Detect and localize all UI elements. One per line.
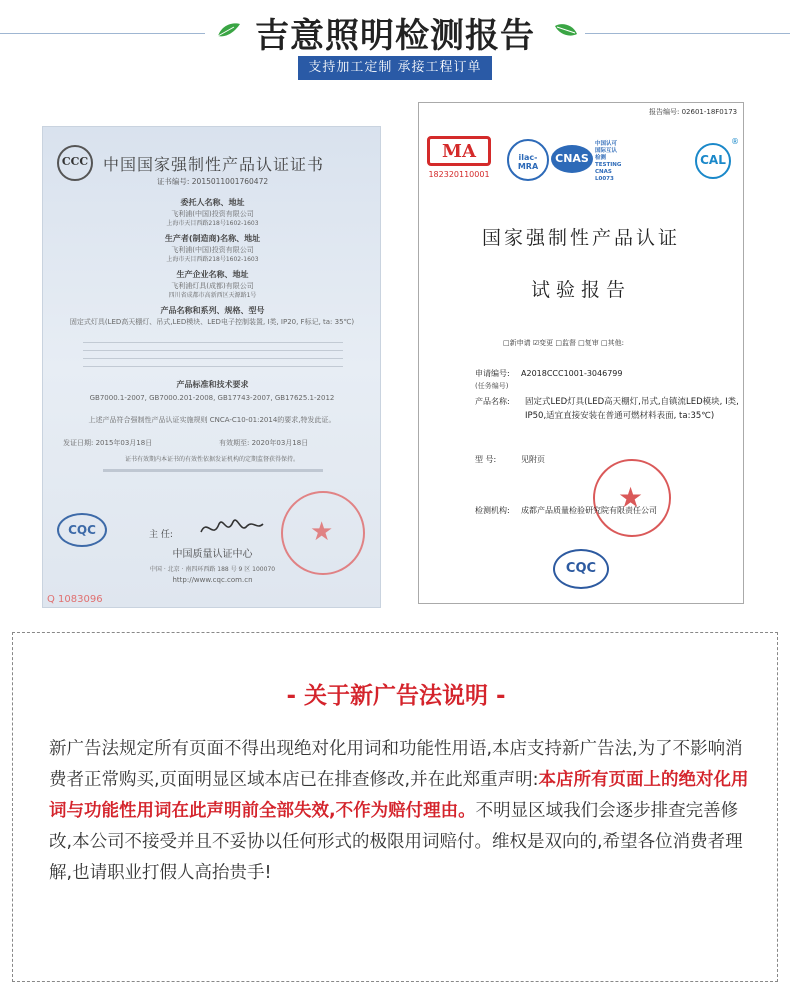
rule-text: 上述产品符合强制性产品认证实施规则 CNCA-C10-01:2014的要求,特发此证。 [88,416,336,424]
ccc-certificate [42,126,381,608]
product-text: 固定式灯具(LED高天棚灯、吊式,LED模块、LED电子控制装置, I类, IP20, F标记, ta: 35℃) [69,318,355,326]
factory-name: 飞利浦灯具(成都)有限公司 [171,282,254,290]
signer-label: 主 任: [149,530,173,540]
certification-seal-icon: ★ [281,491,365,575]
standard-label: 产品标准和技术要求 [176,380,249,389]
notice-text-after: 不明显区域我们会逐步排查完善修改,本公司不接受并且不妥协以任何形式的极限用词赔付。维权是双向的,希望各位消费者理解,也请职业打假人高抬贵手! [49,801,743,883]
cal-logo-icon: CAL ® [695,143,731,179]
report-title: 国家强制性产品认证 [481,227,680,249]
center-name: 中国质量认证中心 [172,549,253,560]
producer-name: 飞利浦(中国)投资有限公司 [171,246,254,254]
product-name-label: 产品名称: [475,397,510,406]
cma-logo-icon: MA 182320110001 [427,136,491,184]
report-number: 报告编号: 02601-18F0173 [649,108,738,116]
product-label: 产品名称和系列、规格、型号 [160,306,265,315]
issue-date: 发证日期: 2015年03月18日 [63,439,153,447]
header [0,0,790,100]
cma-number: 182320110001 [428,170,490,179]
product-name-value: 固定式LED灯具(LED高天棚灯,吊式,自镇流LED模块, I类, IP50,适宜直接安装在普通可燃材料表面, ta:35℃) [525,397,739,421]
producer-address: 上海市天目西路218号1602-1603 [166,256,259,263]
entrusting-label: 委托人名称、地址 [180,198,245,207]
model-row: 型 号: 见附页 [475,455,545,464]
certificate-id: Q 1083096 [47,594,103,605]
report-subtitle: 试验报告 [530,279,631,301]
page-title: 吉意照明检测报告 [255,16,535,56]
website-link: http://www.cqc.com.cn [172,576,253,584]
cert-number: 证书编号: 2015011001760472 [156,177,269,186]
signature-icon [197,512,267,542]
producer-label: 生产者(制造商)名称、地址 [164,234,261,243]
entrusting-address: 上海市天目西路218号1602-1603 [166,220,259,227]
leaf-icon [553,20,579,40]
notice-title: - 关于新广告法说明 - [286,683,506,709]
task-label: (任务编号) [475,382,509,390]
cnas-logo-icon: CNAS 中国认可 国际互认 检测 TESTING CNAS L0073 [551,139,621,179]
notice-text-before: 新广告法规定所有页面不得出现绝对化用词和功能性用语,本店支持新广告法,为了不影响消费者正常购买,页面明显区域本店已在排查修改,并在此郑重声明: [49,739,743,790]
ccc-logo-icon: CCC [57,145,93,181]
header-line-left [0,33,205,34]
product-model-lines [83,339,343,373]
ad-law-notice [12,632,778,982]
entrusting-name: 飞利浦(中国)投资有限公司 [171,210,254,218]
application-row: 申请编号: A2018CCC1001-3046799 [475,369,623,378]
certificate-title: 中国国家强制性产品认证证书 [103,155,325,174]
factory-address: 四川省成都市高新西区天源路1号 [168,292,257,299]
center-address: 中国 · 北京 · 南四环西路 188 号 9 区 100070 [149,566,276,573]
test-report [418,102,744,604]
cqc-logo-icon: CQC [57,513,107,547]
lab-seal-icon: ★ [593,459,671,537]
subtitle-banner: 支持加工定制 承接工程订单 [298,56,492,80]
notice-body [49,734,749,889]
standard-text: GB7000.1-2007, GB7000.201-2008, GB17743-2007, GB17625.1-2012 [89,394,335,402]
valid-date: 有效期至: 2020年03月18日 [219,439,309,447]
header-line-right [585,33,790,34]
factory-label: 生产企业名称、地址 [176,270,249,279]
leaf-icon [216,20,242,40]
cqc-logo-icon: CQC [553,549,609,589]
lab-row: 检测机构: 成都产品质量检验研究院有限责任公司 [475,506,657,515]
report-type-checks: □新申请 ☑变更 □监督 □复审 □其他: [503,339,624,347]
validity-note: 证书有效期内本证书的有效性依据发证机构的定期监督获得保持。 [124,456,299,463]
note-line-2 [103,469,323,472]
ilac-mra-logo-icon: ilac-MRA [507,139,549,181]
notice-text-highlight: 本店所有页面上的绝对化用词与功能性用词在此声明前全部失效,不作为赔付理由。 [49,770,749,821]
